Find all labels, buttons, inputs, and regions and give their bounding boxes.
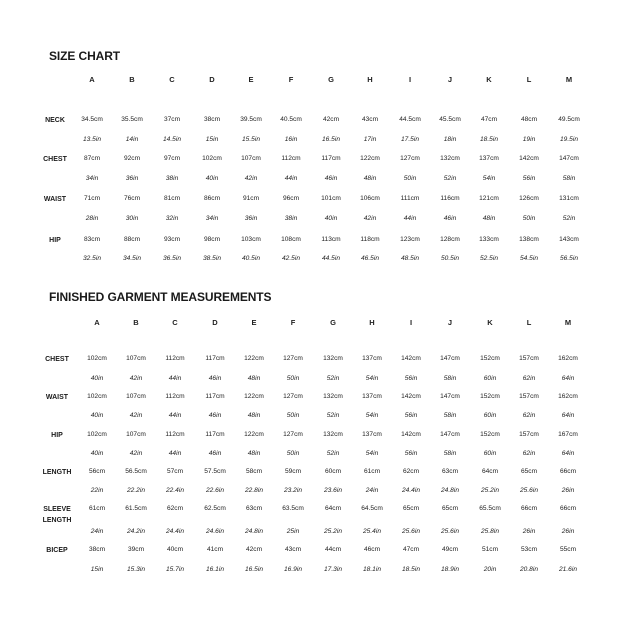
finished-garment-bicep-f-cm-cell: 43cm	[284, 546, 302, 553]
finished-garment-chest-f-in-cell: 50in	[286, 375, 300, 382]
finished-garment-hip-h-cm-cell: 137cm	[362, 431, 382, 438]
finished-garment-waist-k-in-cell: 60in	[483, 412, 497, 419]
finished-garment-chest-k-in-cell: 60in	[483, 375, 497, 382]
size-chart-waist-j-cm-cell: 116cm	[440, 195, 460, 202]
size-chart-hip-b-in-cell: 34.5in	[123, 255, 141, 262]
size-chart-chest-a-cm-cell: 87cm	[83, 155, 101, 162]
size-chart-chest-a-in-cell: 34in	[85, 175, 99, 182]
finished-garment-hip-j-in-cell: 58in	[443, 450, 457, 457]
size-chart-neck-e-in-cell: 15.5in	[242, 136, 260, 143]
finished-garment-chest-h-cm-cell: 137cm	[362, 355, 382, 362]
finished-garment-length-e-cm-cell: 58cm	[245, 468, 263, 475]
finished-garment-chest-j-in-cell: 58in	[443, 375, 457, 382]
size-chart-chest-d-cm-cell: 102cm	[202, 155, 222, 162]
finished-garment-column-header-f: F	[290, 318, 296, 327]
finished-garment-bicep-l-in-cell: 20.8in	[520, 566, 538, 573]
size-chart-waist-h-cm-cell: 106cm	[360, 195, 380, 202]
finished-garment-sleeve-length-k-cm-cell: 65.5cm	[479, 505, 501, 512]
size-chart-waist-e-in-cell: 36in	[244, 215, 258, 222]
size-chart-neck-i-cm-cell: 44.5cm	[399, 116, 421, 123]
size-chart-chest-g-in-cell: 46in	[324, 175, 338, 182]
size-chart-column-header-l: L	[526, 75, 532, 84]
finished-garment-hip-d-in-cell: 46in	[208, 450, 222, 457]
finished-garment-bicep-d-cm-cell: 41cm	[206, 546, 224, 553]
finished-garment-length-k-cm-cell: 64cm	[481, 468, 499, 475]
finished-garment-length-h-cm-cell: 61cm	[363, 468, 381, 475]
finished-garment-length-a-cm-cell: 56cm	[88, 468, 106, 475]
finished-garment-column-header-j: J	[447, 318, 453, 327]
finished-garment-length-l-cm-cell: 65cm	[520, 468, 538, 475]
finished-garment-hip-m-cm-cell: 167cm	[558, 431, 578, 438]
finished-garment-column-header-d: D	[212, 318, 218, 327]
finished-garment-sleeve-length-m-cm-cell: 66cm	[559, 505, 577, 512]
size-chart-neck-g-cm-cell: 42cm	[322, 116, 340, 123]
finished-garment-column-header-c: C	[172, 318, 178, 327]
finished-garment-chest-e-in-cell: 48in	[247, 375, 261, 382]
size-chart-waist-h-in-cell: 42in	[363, 215, 377, 222]
finished-garment-chest-j-cm-cell: 147cm	[440, 355, 460, 362]
finished-garment-chest-b-in-cell: 42in	[129, 375, 143, 382]
finished-garment-row-label-bicep: BICEP	[46, 546, 68, 554]
size-chart-chest-b-in-cell: 36in	[125, 175, 139, 182]
size-chart-hip-l-in-cell: 54.5in	[520, 255, 538, 262]
size-chart-chest-k-cm-cell: 137cm	[479, 155, 499, 162]
size-chart-neck-i-in-cell: 17.5in	[401, 136, 419, 143]
finished-garment-hip-i-cm-cell: 142cm	[401, 431, 421, 438]
finished-garment-waist-e-in-cell: 48in	[247, 412, 261, 419]
size-chart-hip-c-in-cell: 36.5in	[163, 255, 181, 262]
size-chart-neck-m-cm-cell: 49.5cm	[558, 116, 580, 123]
finished-garment-sleeve-length-d-cm-cell: 62.5cm	[204, 505, 226, 512]
size-chart-neck-k-cm-cell: 47cm	[480, 116, 498, 123]
size-chart-waist-b-cm-cell: 76cm	[123, 195, 141, 202]
size-chart-neck-j-cm-cell: 45.5cm	[439, 116, 461, 123]
size-chart-column-header-k: K	[486, 75, 492, 84]
size-chart-chest-d-in-cell: 40in	[205, 175, 219, 182]
finished-garment-row-label-sleeve-length: SLEEVE LENGTH	[42, 505, 72, 524]
finished-garment-length-l-in-cell: 25.6in	[520, 487, 538, 494]
finished-garment-chest-d-in-cell: 46in	[208, 375, 222, 382]
finished-garment-length-c-cm-cell: 57cm	[166, 468, 184, 475]
size-chart-waist-j-in-cell: 46in	[443, 215, 457, 222]
finished-garment-waist-e-cm-cell: 122cm	[244, 393, 264, 400]
size-chart-waist-k-in-cell: 48in	[482, 215, 496, 222]
finished-garment-bicep-f-in-cell: 16.9in	[284, 566, 302, 573]
size-chart-chest-l-in-cell: 56in	[522, 175, 536, 182]
size-chart-hip-e-cm-cell: 103cm	[241, 236, 261, 243]
size-chart-waist-f-cm-cell: 96cm	[282, 195, 300, 202]
finished-garment-bicep-a-in-cell: 15in	[90, 566, 104, 573]
size-chart-hip-a-cm-cell: 83cm	[83, 236, 101, 243]
size-chart-row-label-chest: CHEST	[43, 155, 67, 163]
finished-garment-sleeve-length-a-cm-cell: 61cm	[88, 505, 106, 512]
size-chart-neck-b-in-cell: 14in	[125, 136, 139, 143]
finished-garment-waist-d-in-cell: 46in	[208, 412, 222, 419]
size-chart-neck-h-in-cell: 17in	[363, 136, 377, 143]
finished-garment-length-c-in-cell: 22.4in	[166, 487, 184, 494]
finished-garment-length-f-in-cell: 23.2in	[284, 487, 302, 494]
size-chart-neck-l-in-cell: 19in	[522, 136, 536, 143]
size-chart-hip-b-cm-cell: 88cm	[123, 236, 141, 243]
finished-garment-column-header-k: K	[487, 318, 493, 327]
finished-garment-chest-b-cm-cell: 107cm	[126, 355, 146, 362]
finished-garment-hip-c-cm-cell: 112cm	[165, 431, 185, 438]
size-chart-hip-d-in-cell: 38.5in	[203, 255, 221, 262]
finished-garment-column-header-b: B	[133, 318, 139, 327]
size-chart-waist-d-in-cell: 34in	[205, 215, 219, 222]
finished-garment-column-header-i: I	[409, 318, 413, 327]
finished-garment-bicep-b-in-cell: 15.3in	[127, 566, 145, 573]
finished-garment-waist-j-cm-cell: 147cm	[440, 393, 460, 400]
size-chart-waist-c-cm-cell: 81cm	[163, 195, 181, 202]
finished-garment-bicep-m-in-cell: 21.6in	[559, 566, 577, 573]
finished-garment-bicep-h-in-cell: 18.1in	[363, 566, 381, 573]
finished-garment-chest-h-in-cell: 54in	[365, 375, 379, 382]
finished-garment-sleeve-length-m-in-cell: 26in	[561, 528, 575, 535]
size-chart-row-label-neck: NECK	[45, 116, 65, 124]
finished-garment-hip-k-cm-cell: 152cm	[480, 431, 500, 438]
finished-garment-column-header-l: L	[526, 318, 532, 327]
finished-garment-hip-k-in-cell: 60in	[483, 450, 497, 457]
size-chart-row-label-hip: HIP	[49, 236, 61, 244]
size-chart-neck-c-cm-cell: 37cm	[163, 116, 181, 123]
finished-garment-chest-m-cm-cell: 162cm	[558, 355, 578, 362]
size-chart-chest-f-cm-cell: 112cm	[281, 155, 301, 162]
finished-garment-chest-i-cm-cell: 142cm	[401, 355, 421, 362]
size-chart-column-header-g: G	[328, 75, 334, 84]
finished-garment-chest-a-cm-cell: 102cm	[87, 355, 107, 362]
finished-garment-bicep-e-in-cell: 16.5in	[245, 566, 263, 573]
size-chart-chest-e-in-cell: 42in	[244, 175, 258, 182]
size-chart-waist-l-cm-cell: 126cm	[519, 195, 539, 202]
finished-garment-bicep-b-cm-cell: 39cm	[127, 546, 145, 553]
size-chart-chest-c-cm-cell: 97cm	[163, 155, 181, 162]
size-chart-column-header-c: C	[169, 75, 175, 84]
finished-garment-waist-g-in-cell: 52in	[326, 412, 340, 419]
finished-garment-bicep-i-in-cell: 18.5in	[402, 566, 420, 573]
finished-garment-sleeve-length-h-in-cell: 25.4in	[363, 528, 381, 535]
size-chart-chest-j-in-cell: 52in	[443, 175, 457, 182]
finished-garment-bicep-c-in-cell: 15.7in	[166, 566, 184, 573]
finished-garment-hip-b-cm-cell: 107cm	[126, 431, 146, 438]
size-chart-hip-j-cm-cell: 128cm	[440, 236, 460, 243]
size-chart-neck-d-cm-cell: 38cm	[203, 116, 221, 123]
finished-garment-waist-f-in-cell: 50in	[286, 412, 300, 419]
finished-garment-sleeve-length-c-in-cell: 24.4in	[166, 528, 184, 535]
size-chart-chest-g-cm-cell: 117cm	[321, 155, 341, 162]
size-chart-hip-g-in-cell: 44.5in	[322, 255, 340, 262]
size-chart-neck-h-cm-cell: 43cm	[361, 116, 379, 123]
finished-garment-length-b-cm-cell: 56.5cm	[125, 468, 147, 475]
size-chart-hip-i-cm-cell: 123cm	[400, 236, 420, 243]
size-chart-waist-c-in-cell: 32in	[165, 215, 179, 222]
size-chart-hip-f-cm-cell: 108cm	[281, 236, 301, 243]
size-chart-chest-e-cm-cell: 107cm	[241, 155, 261, 162]
size-chart-chest-h-cm-cell: 122cm	[360, 155, 380, 162]
size-chart-column-header-h: H	[367, 75, 373, 84]
finished-garment-chest-m-in-cell: 64in	[561, 375, 575, 382]
size-chart-column-header-e: E	[248, 75, 254, 84]
finished-garment-waist-f-cm-cell: 127cm	[283, 393, 303, 400]
finished-garment-waist-j-in-cell: 58in	[443, 412, 457, 419]
finished-garment-bicep-k-cm-cell: 51cm	[481, 546, 499, 553]
finished-garment-waist-i-cm-cell: 142cm	[401, 393, 421, 400]
finished-garment-hip-g-cm-cell: 132cm	[323, 431, 343, 438]
size-chart-column-header-a: A	[89, 75, 95, 84]
size-chart-neck-b-cm-cell: 35.5cm	[121, 116, 143, 123]
size-chart-chest-i-in-cell: 50in	[403, 175, 417, 182]
finished-garment-waist-i-in-cell: 56in	[404, 412, 418, 419]
finished-garment-chest-g-cm-cell: 132cm	[323, 355, 343, 362]
size-chart-waist-g-in-cell: 40in	[324, 215, 338, 222]
finished-garment-column-header-e: E	[251, 318, 257, 327]
finished-garment-sleeve-length-b-cm-cell: 61.5cm	[125, 505, 147, 512]
finished-garment-column-header-m: M	[564, 318, 572, 327]
size-chart-hip-c-cm-cell: 93cm	[163, 236, 181, 243]
size-chart-waist-d-cm-cell: 86cm	[203, 195, 221, 202]
finished-garment-bicep-a-cm-cell: 38cm	[88, 546, 106, 553]
finished-garment-waist-b-in-cell: 42in	[129, 412, 143, 419]
finished-garment-bicep-h-cm-cell: 46cm	[363, 546, 381, 553]
size-chart-column-header-f: F	[288, 75, 294, 84]
finished-garment-sleeve-length-i-in-cell: 25.6in	[402, 528, 420, 535]
size-chart-waist-m-cm-cell: 131cm	[559, 195, 579, 202]
finished-garment-bicep-c-cm-cell: 40cm	[166, 546, 184, 553]
finished-garment-length-m-in-cell: 26in	[561, 487, 575, 494]
finished-garment-sleeve-length-l-cm-cell: 66cm	[520, 505, 538, 512]
finished-garment-length-g-cm-cell: 60cm	[324, 468, 342, 475]
size-chart-hip-k-cm-cell: 133cm	[479, 236, 499, 243]
finished-garment-length-h-in-cell: 24in	[365, 487, 379, 494]
finished-garment-hip-i-in-cell: 56in	[404, 450, 418, 457]
finished-garment-sleeve-length-g-cm-cell: 64cm	[324, 505, 342, 512]
finished-garment-chest-g-in-cell: 52in	[326, 375, 340, 382]
finished-garment-length-a-in-cell: 22in	[90, 487, 104, 494]
size-chart-neck-f-in-cell: 16in	[284, 136, 298, 143]
size-chart-chest-h-in-cell: 48in	[363, 175, 377, 182]
size-chart-hip-a-in-cell: 32.5in	[83, 255, 101, 262]
finished-garment-hip-b-in-cell: 42in	[129, 450, 143, 457]
finished-garment-chest-c-in-cell: 44in	[168, 375, 182, 382]
finished-garment-sleeve-length-k-in-cell: 25.8in	[481, 528, 499, 535]
finished-garment-row-label-hip: HIP	[51, 431, 63, 439]
finished-garment-waist-b-cm-cell: 107cm	[126, 393, 146, 400]
size-chart-waist-a-in-cell: 28in	[85, 215, 99, 222]
size-chart-waist-g-cm-cell: 101cm	[321, 195, 341, 202]
finished-garment-sleeve-length-f-in-cell: 25in	[286, 528, 300, 535]
finished-garment-waist-m-in-cell: 64in	[561, 412, 575, 419]
size-chart-neck-c-in-cell: 14.5in	[163, 136, 181, 143]
size-chart-waist-k-cm-cell: 121cm	[479, 195, 499, 202]
finished-garment-waist-m-cm-cell: 162cm	[558, 393, 578, 400]
finished-garment-length-g-in-cell: 23.6in	[324, 487, 342, 494]
finished-garment-row-label-chest: CHEST	[45, 355, 69, 363]
finished-garment-waist-d-cm-cell: 117cm	[205, 393, 225, 400]
size-chart-hip-e-in-cell: 40.5in	[242, 255, 260, 262]
size-chart-waist-m-in-cell: 52in	[562, 215, 576, 222]
finished-garment-bicep-g-in-cell: 17.3in	[324, 566, 342, 573]
finished-garment-sleeve-length-h-cm-cell: 64.5cm	[361, 505, 383, 512]
size-chart-waist-i-cm-cell: 111cm	[400, 195, 420, 202]
size-chart-hip-i-in-cell: 48.5in	[401, 255, 419, 262]
finished-garment-hip-f-cm-cell: 127cm	[283, 431, 303, 438]
size-chart-title: SIZE CHART	[49, 49, 121, 63]
finished-garment-sleeve-length-i-cm-cell: 65cm	[402, 505, 420, 512]
size-chart-hip-h-in-cell: 46.5in	[361, 255, 379, 262]
finished-garment-length-k-in-cell: 25.2in	[481, 487, 499, 494]
finished-garment-length-e-in-cell: 22.8in	[245, 487, 263, 494]
finished-garment-row-label-length: LENGTH	[42, 468, 72, 476]
size-chart-hip-m-cm-cell: 143cm	[559, 236, 579, 243]
size-chart-chest-m-cm-cell: 147cm	[559, 155, 579, 162]
finished-garment-sleeve-length-j-cm-cell: 65cm	[441, 505, 459, 512]
size-chart-neck-l-cm-cell: 48cm	[520, 116, 538, 123]
finished-garment-bicep-g-cm-cell: 44cm	[324, 546, 342, 553]
finished-garment-length-i-cm-cell: 62cm	[402, 468, 420, 475]
size-chart-neck-d-in-cell: 15in	[205, 136, 219, 143]
finished-garment-bicep-k-in-cell: 20in	[483, 566, 497, 573]
size-chart-hip-f-in-cell: 42.5in	[282, 255, 300, 262]
size-chart-chest-b-cm-cell: 92cm	[123, 155, 141, 162]
size-chart-column-header-j: J	[447, 75, 453, 84]
finished-garment-chest-k-cm-cell: 152cm	[480, 355, 500, 362]
size-chart-neck-a-in-cell: 13.5in	[83, 136, 101, 143]
size-chart-chest-j-cm-cell: 132cm	[440, 155, 460, 162]
size-chart-column-header-d: D	[209, 75, 215, 84]
finished-garment-bicep-e-cm-cell: 42cm	[245, 546, 263, 553]
finished-garment-column-header-g: G	[330, 318, 336, 327]
finished-garment-sleeve-length-c-cm-cell: 62cm	[166, 505, 184, 512]
finished-garment-chest-f-cm-cell: 127cm	[283, 355, 303, 362]
finished-garment-hip-l-cm-cell: 157cm	[519, 431, 539, 438]
finished-garment-length-d-in-cell: 22.6in	[206, 487, 224, 494]
finished-garment-chest-i-in-cell: 56in	[404, 375, 418, 382]
size-chart-column-header-b: B	[129, 75, 135, 84]
size-chart-neck-g-in-cell: 16.5in	[322, 136, 340, 143]
size-chart-waist-i-in-cell: 44in	[403, 215, 417, 222]
finished-garment-bicep-i-cm-cell: 47cm	[402, 546, 420, 553]
finished-garment-chest-e-cm-cell: 122cm	[244, 355, 264, 362]
finished-garment-hip-d-cm-cell: 117cm	[205, 431, 225, 438]
size-chart-neck-k-in-cell: 18.5in	[480, 136, 498, 143]
finished-garment-waist-c-cm-cell: 112cm	[165, 393, 185, 400]
finished-garment-waist-h-in-cell: 54in	[365, 412, 379, 419]
finished-garment-waist-g-cm-cell: 132cm	[323, 393, 343, 400]
size-chart-neck-m-in-cell: 19.5in	[560, 136, 578, 143]
finished-garment-hip-e-in-cell: 48in	[247, 450, 261, 457]
finished-garment-chest-l-cm-cell: 157cm	[519, 355, 539, 362]
finished-garment-chest-l-in-cell: 62in	[522, 375, 536, 382]
finished-garment-chest-a-in-cell: 40in	[90, 375, 104, 382]
size-chart-neck-j-in-cell: 18in	[443, 136, 457, 143]
finished-garment-hip-e-cm-cell: 122cm	[244, 431, 264, 438]
size-chart-chest-k-in-cell: 54in	[482, 175, 496, 182]
finished-garment-bicep-l-cm-cell: 53cm	[520, 546, 538, 553]
finished-garment-hip-f-in-cell: 50in	[286, 450, 300, 457]
size-chart-chest-i-cm-cell: 127cm	[400, 155, 420, 162]
size-chart-hip-d-cm-cell: 98cm	[203, 236, 221, 243]
finished-garment-row-label-waist: WAIST	[45, 393, 69, 401]
size-chart-chest-c-in-cell: 38in	[165, 175, 179, 182]
finished-garment-hip-c-in-cell: 44in	[168, 450, 182, 457]
finished-garment-chest-c-cm-cell: 112cm	[165, 355, 185, 362]
finished-garment-waist-c-in-cell: 44in	[168, 412, 182, 419]
size-chart-neck-e-cm-cell: 39.5cm	[240, 116, 262, 123]
finished-garment-sleeve-length-a-in-cell: 24in	[90, 528, 104, 535]
size-chart-chest-m-in-cell: 58in	[562, 175, 576, 182]
finished-garment-waist-a-cm-cell: 102cm	[87, 393, 107, 400]
size-chart-column-header-m: M	[565, 75, 573, 84]
size-chart-waist-f-in-cell: 38in	[284, 215, 298, 222]
finished-garment-waist-l-cm-cell: 157cm	[519, 393, 539, 400]
size-chart-hip-g-cm-cell: 113cm	[321, 236, 341, 243]
size-chart-chest-f-in-cell: 44in	[284, 175, 298, 182]
finished-garment-bicep-j-in-cell: 18.9in	[441, 566, 459, 573]
size-chart-hip-l-cm-cell: 138cm	[519, 236, 539, 243]
size-chart-hip-j-in-cell: 50.5in	[441, 255, 459, 262]
size-chart-waist-a-cm-cell: 71cm	[83, 195, 101, 202]
finished-garment-waist-k-cm-cell: 152cm	[480, 393, 500, 400]
finished-garment-title: FINISHED GARMENT MEASUREMENTS	[49, 290, 272, 304]
finished-garment-chest-d-cm-cell: 117cm	[205, 355, 225, 362]
finished-garment-length-j-in-cell: 24.8in	[441, 487, 459, 494]
finished-garment-length-d-cm-cell: 57.5cm	[204, 468, 226, 475]
finished-garment-sleeve-length-e-cm-cell: 63cm	[245, 505, 263, 512]
size-chart-column-header-i: I	[408, 75, 412, 84]
finished-garment-length-m-cm-cell: 66cm	[559, 468, 577, 475]
size-chart-hip-h-cm-cell: 118cm	[360, 236, 380, 243]
finished-garment-hip-g-in-cell: 52in	[326, 450, 340, 457]
finished-garment-hip-j-cm-cell: 147cm	[440, 431, 460, 438]
finished-garment-sleeve-length-g-in-cell: 25.2in	[324, 528, 342, 535]
finished-garment-length-j-cm-cell: 63cm	[441, 468, 459, 475]
finished-garment-hip-l-in-cell: 62in	[522, 450, 536, 457]
finished-garment-hip-h-in-cell: 54in	[365, 450, 379, 457]
size-chart-waist-b-in-cell: 30in	[125, 215, 139, 222]
finished-garment-length-f-cm-cell: 59cm	[284, 468, 302, 475]
finished-garment-hip-a-cm-cell: 102cm	[87, 431, 107, 438]
size-chart-hip-m-in-cell: 56.5in	[560, 255, 578, 262]
finished-garment-column-header-a: A	[94, 318, 100, 327]
finished-garment-hip-m-in-cell: 64in	[561, 450, 575, 457]
finished-garment-length-b-in-cell: 22.2in	[127, 487, 145, 494]
finished-garment-column-header-h: H	[369, 318, 375, 327]
size-chart-row-label-waist: WAIST	[43, 195, 67, 203]
size-chart-neck-f-cm-cell: 40.5cm	[280, 116, 302, 123]
finished-garment-hip-a-in-cell: 40in	[90, 450, 104, 457]
finished-garment-bicep-j-cm-cell: 49cm	[441, 546, 459, 553]
finished-garment-length-i-in-cell: 24.4in	[402, 487, 420, 494]
size-chart-waist-e-cm-cell: 91cm	[242, 195, 260, 202]
finished-garment-bicep-m-cm-cell: 55cm	[559, 546, 577, 553]
finished-garment-sleeve-length-d-in-cell: 24.6in	[206, 528, 224, 535]
finished-garment-waist-l-in-cell: 62in	[522, 412, 536, 419]
finished-garment-sleeve-length-f-cm-cell: 63.5cm	[282, 505, 304, 512]
finished-garment-waist-a-in-cell: 40in	[90, 412, 104, 419]
size-chart-hip-k-in-cell: 52.5in	[480, 255, 498, 262]
finished-garment-sleeve-length-b-in-cell: 24.2in	[127, 528, 145, 535]
finished-garment-waist-h-cm-cell: 137cm	[362, 393, 382, 400]
size-chart-neck-a-cm-cell: 34.5cm	[81, 116, 103, 123]
finished-garment-sleeve-length-e-in-cell: 24.8in	[245, 528, 263, 535]
finished-garment-sleeve-length-j-in-cell: 25.6in	[441, 528, 459, 535]
finished-garment-sleeve-length-l-in-cell: 26in	[522, 528, 536, 535]
finished-garment-bicep-d-in-cell: 16.1in	[206, 566, 224, 573]
size-chart-chest-l-cm-cell: 142cm	[519, 155, 539, 162]
size-chart-waist-l-in-cell: 50in	[522, 215, 536, 222]
